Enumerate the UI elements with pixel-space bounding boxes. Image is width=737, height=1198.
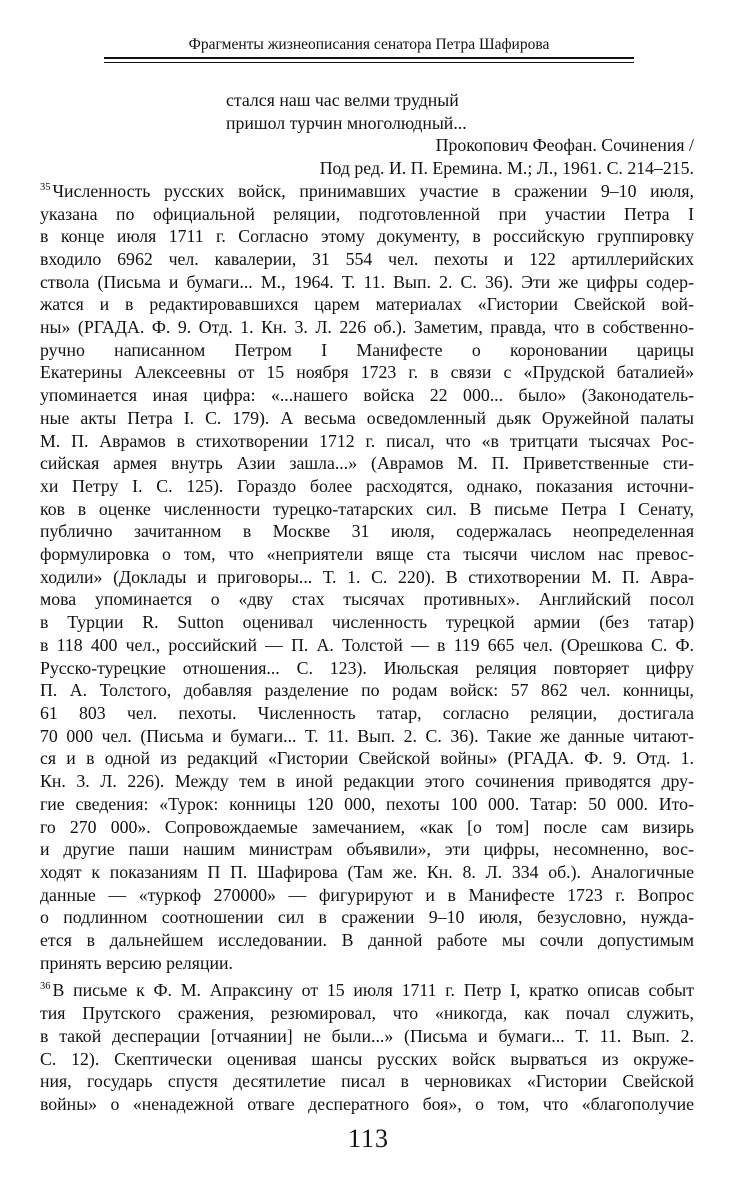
- footnote-line: ны» (РГАДА. Ф. 9. Отд. 1. Кн. 3. Л. 226 об.). Заметим, правда, что в собственно-: [40, 317, 694, 338]
- footnote-line: публично зачитанном в Москве 31 июля, содержалась неопределенная: [40, 521, 694, 542]
- footnote-35: [40, 180, 694, 975]
- footnote-line: ные акты Петра I. С. 179). А весьма осведомленный дьяк Оружейной палаты: [40, 407, 694, 428]
- footnote-line: М. П. Аврамов в стихотворении 1712 г. писал, что «в тритцати тысячах Рос-: [40, 430, 694, 451]
- footnote-line: [40, 979, 694, 1002]
- footnote-line: ется в дальнейшем исследовании. В данной работе мы сочли допустимым: [40, 930, 694, 951]
- footnote-line: указана по официальной реляции, подготовленной при участии Петра I: [40, 203, 694, 224]
- footnote-line: мова упоминается о «дву стах тысячах противных». Английский посол: [40, 589, 694, 610]
- page-body: [40, 89, 694, 1116]
- epigraph-line: стался наш час велми трудный: [226, 90, 459, 110]
- footnote-line: Русско-турецкие отношения... С. 123). Июльская реляция повторяет цифру: [40, 657, 694, 678]
- footnote-line: тия Прутского сражения, резюмировал, что «никогда, как почал служить,: [40, 1003, 694, 1024]
- footnote-line: в такой десперации [отчаянии] не были...» (Письма и бумаги... Т. 11. Вып. 2.: [40, 1025, 694, 1046]
- epigraph-citation: Прокопович Феофан. Сочинения /: [435, 135, 694, 156]
- footnote-line: Кн. 3. Л. 226). Между тем в иной редакции этого сочинения приводятся дру-: [40, 771, 694, 792]
- footnote-line: ручно написанном Петром I Манифесте о короновании царицы: [40, 339, 694, 360]
- footnote-line: входило 6962 чел. кавалерии, 31 554 чел. пехоты и 122 артиллерийских: [40, 248, 694, 269]
- header-rule-thin: [104, 62, 634, 63]
- epigraph: [40, 89, 694, 180]
- footnote-number: 35: [40, 181, 51, 193]
- footnote-line: формулировка о том, что «неприятели вяще ста тысячи числом нас превос-: [40, 544, 694, 565]
- footnote-text: Численность русских войск, принимавших участие в сражении 9–10 июля,: [52, 180, 694, 201]
- footnote-line: ствола (Письма и бумаги... М., 1964. Т. 11. Вып. 2. С. 36). Эти же цифры содер-: [40, 271, 694, 292]
- footnote-line: ся и в одной из редакций «Гистории Свейской войны» (РГАДА. Ф. 9. Отд. 1.: [40, 748, 694, 769]
- footnote-line: [40, 180, 694, 203]
- footnote-line: С. 12). Скептически оценивая шансы русских войск вырваться из окруже-: [40, 1048, 694, 1069]
- footnote-line: принять версию реляции.: [40, 952, 233, 973]
- footnote-line: 61 803 чел. пехоты. Численность татар, согласно реляции, достигала: [40, 702, 694, 723]
- footnote-line: ния, государь спустя десятилетие писал в черновиках «Гистории Свейской: [40, 1071, 694, 1092]
- footnote-line: П. А. Толстого, добавляя разделение по родам войск: 57 862 чел. конницы,: [40, 680, 694, 701]
- footnote-line: данные — «туркоф 270000» — фигурируют и в Манифесте 1723 г. Вопрос: [40, 884, 694, 905]
- footnote-line: ходили» (Доклады и приговоры... Т. 1. С. 220). В стихотворении М. П. Авра-: [40, 566, 694, 587]
- footnote-line: 70 000 чел. (Письма и бумаги... Т. 11. Вып. 2. С. 36). Такие же данные читают-: [40, 725, 694, 746]
- epigraph-citation: Под ред. И. П. Еремина. М.; Л., 1961. С. 214–215.: [319, 158, 694, 179]
- page-number: 113: [347, 1124, 390, 1153]
- footnote-line: войны» о «ненадежной отваге десператного боя», о том, что «благополучие: [40, 1093, 694, 1114]
- header-rule-thick: [104, 57, 634, 59]
- footnote-line: упоминается иная цифра: «...нашего войска 22 000... было» (Законодатель-: [40, 385, 694, 406]
- footnote-line: хи Петру I. С. 125). Гораздо более расходятся, однако, показания источни-: [40, 475, 694, 496]
- footnote-line: сийская армея внутрь Азии зашла...» (Аврамов М. П. Приветственные сти-: [40, 453, 694, 474]
- footnote-line: о подлинном соотношении сил в сражении 9–10 июля, безусловно, нужда-: [40, 907, 694, 928]
- footnote-line: в 118 400 чел., российский — П. А. Толстой — в 119 665 чел. (Орешкова С. Ф.: [40, 634, 694, 655]
- footnote-number: 36: [40, 981, 51, 993]
- footnote-line: гие сведения: «Турок: конницы 120 000, пехоты 100 000. Татар: 50 000. Ито-: [40, 793, 694, 814]
- footnote-text: В письме к Ф. М. Апраксину от 15 июля 1711 г. Петр I, кратко описав событ: [52, 980, 694, 1001]
- epigraph-line: пришол турчин многолюдный...: [226, 112, 467, 133]
- footnote-line: в конце июля 1711 г. Согласно этому документу, в российскую группировку: [40, 226, 694, 247]
- footnote-line: го 270 000». Сопровождаемые замечанием, «как [о том] после сам визирь: [40, 816, 694, 837]
- footnote-line: и другие паши нашим министрам объявили», эти цифры, несомненно, вос-: [40, 839, 694, 860]
- footnote-36: [40, 979, 694, 1115]
- footnote-line: жатся и в редактировавшихся царем материалах «Гистории Свейской вой-: [40, 294, 694, 315]
- footnote-line: ходят к показаниям П П. Шафирова (Там же. Кн. 8. Л. 334 об.). Аналогичные: [40, 861, 694, 882]
- footnote-line: в Турции R. Sutton оценивал численность турецкой армии (без татар): [40, 612, 694, 633]
- footnote-line: ков в оценке численности турецко-татарских сил. В письме Петра I Сенату,: [40, 498, 694, 519]
- footnote-line: Екатерины Алексеевны от 15 ноября 1723 г. в связи с «Прудской баталией»: [40, 362, 694, 383]
- running-header: Фрагменты жизнеописания сенатора Петра Шафирова: [188, 36, 550, 53]
